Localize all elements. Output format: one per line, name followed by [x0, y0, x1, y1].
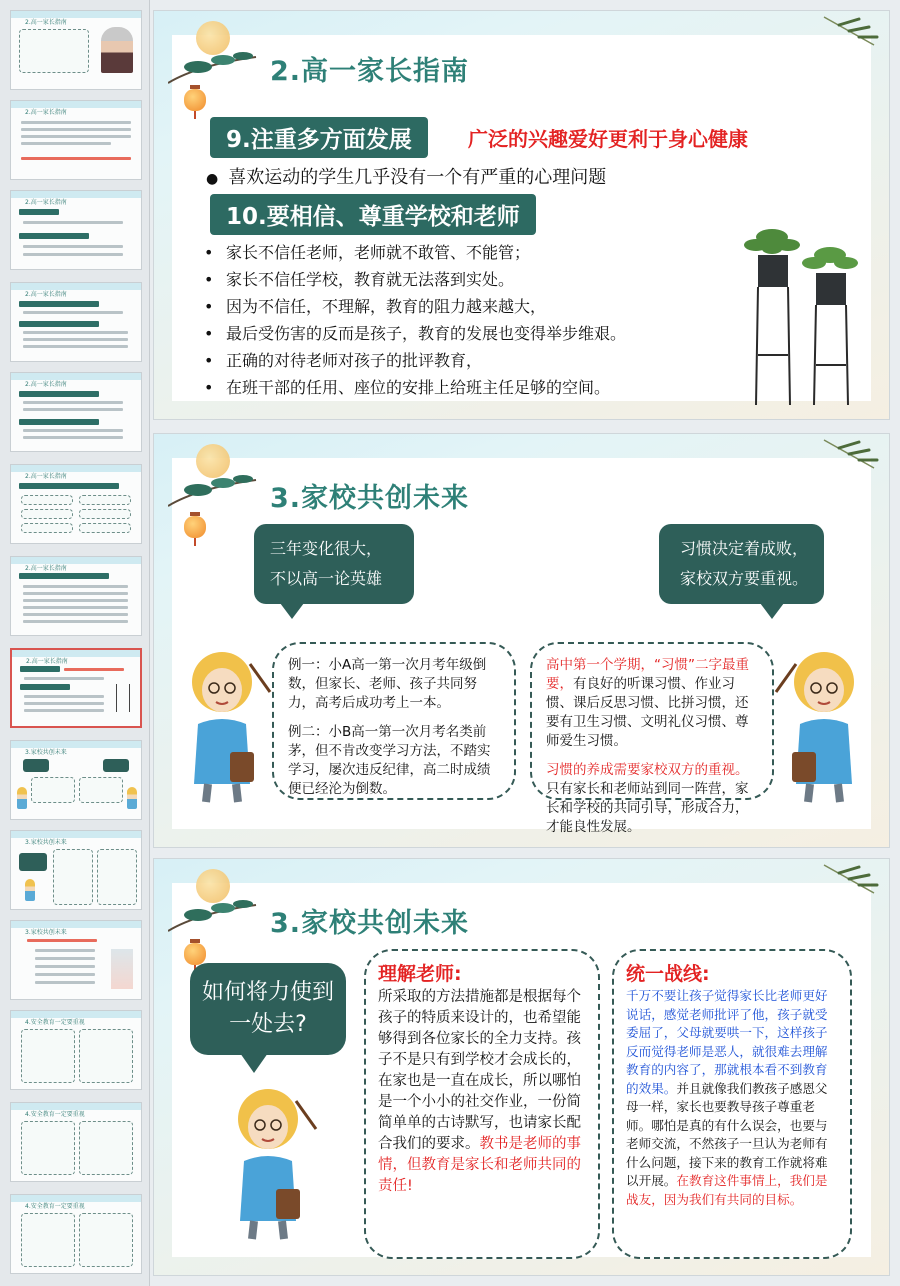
- thumbnail-title: 2.高一家长指南: [25, 199, 67, 206]
- slide-thumbnail-10[interactable]: [10, 830, 142, 910]
- thumbnail-title: 2.高一家长指南: [25, 473, 67, 480]
- question-bubble: 如何将力使到一处去?: [190, 963, 346, 1055]
- slide-thumbnail-3[interactable]: [10, 190, 142, 270]
- thumbnail-title: 3.家校共创未来: [25, 929, 67, 936]
- plant-stand-icon: [742, 215, 866, 411]
- slide-home-school-habits: [153, 433, 890, 848]
- unified-front-warning: 千万不要让孩子觉得家长比老师更好说话，感觉老师批评了他，孩子就受委屈了，父母就要哄一下，这样孩子反而觉得老师是恶人，就很难去理解教育的内容了，那就根本看不到教育的效果。: [626, 988, 828, 1096]
- example-two: 例二：小B高一第一次月考名类前茅，但不肯改变学习方法，不踏实学习，屡次违反纪律，高二时成绩便已经沦为倒数。: [288, 724, 491, 797]
- thumbnail-title: 4.安全教育一定要重视: [25, 1111, 85, 1118]
- thumbnail-title: 3.家校共创未来: [25, 839, 67, 846]
- pine-branch-icon: [168, 893, 258, 933]
- bamboo-icon: [819, 863, 879, 903]
- slide-thumbnail-7[interactable]: [10, 556, 142, 636]
- slide-title: 2.高一家长指南: [270, 56, 470, 87]
- slide-thumbnail-12[interactable]: [10, 1010, 142, 1090]
- section-heading-10: 10.要相信、尊重学校和老师: [210, 194, 536, 235]
- slide-thumbnail-6[interactable]: [10, 464, 142, 544]
- slide-thumbnail-14[interactable]: [10, 1194, 142, 1274]
- habit-emphasis: 高中第一个学期，“习惯”二字最重要，: [546, 657, 749, 692]
- slide-thumbnail-13[interactable]: [10, 1102, 142, 1182]
- unified-front-box: [612, 949, 852, 1259]
- thumbnail-title: 2.高一家长指南: [25, 19, 67, 26]
- thumbnail-title: 2.高一家长指南: [25, 291, 67, 298]
- trust-bullet-list: [204, 239, 626, 401]
- bullet-item: • 因为不信任，不理解，教育的阻力越来越大，: [204, 293, 626, 320]
- bullet-item: • 正确的对待老师对孩子的批评教育，: [204, 347, 626, 374]
- speech-bubble-right: [659, 524, 824, 604]
- slide-thumbnail-8-selected[interactable]: [10, 648, 142, 728]
- key-point: ● 喜欢运动的学生几乎没有一个有严重的心理问题: [206, 163, 606, 189]
- cooperation-text: 只有家长和老师站到同一阵营，家长和学校的共同引导，形成合力，才能良性发展。: [546, 781, 749, 835]
- teacher-figure-icon: [774, 644, 874, 804]
- example-box-left: [272, 642, 516, 800]
- bullet-item: • 最后受伤害的反而是孩子，教育的发展也变得举步维艰。: [204, 320, 626, 347]
- speech-bubble-left: [254, 524, 414, 604]
- habits-box-right: [530, 642, 774, 835]
- slide-thumbnail-9[interactable]: [10, 740, 142, 820]
- bamboo-icon: [819, 438, 879, 478]
- bubble-line: 三年变化很大，: [270, 539, 383, 558]
- habit-list-text: 有良好的听课习惯、作业习惯、课后反思习惯、比拼习惯，还要有卫生习惯、文明礼仪习惯、尊师爱生习惯。: [546, 676, 749, 749]
- slide-thumbnail-4[interactable]: [10, 282, 142, 362]
- slide-thumbnail-11[interactable]: [10, 920, 142, 1000]
- slide-thumbnail-rail: [0, 0, 150, 1286]
- slide-thumbnail-2[interactable]: [10, 100, 142, 180]
- shared-responsibility-text: 教书是老师的事情，但教育是家长和老师共同的责任!: [378, 1136, 581, 1194]
- common-goal-text: 在教育这件事情上，我们是战友，因为我们有共同的目标。: [626, 1173, 828, 1207]
- section-heading-9: 9.注重多方面发展: [210, 117, 428, 158]
- understand-teacher-heading: 理解老师:: [378, 963, 462, 985]
- unified-front-heading: 统一战线:: [626, 963, 710, 985]
- understand-teacher-text: 所采取的方法措施都是根据每个孩子的特质来设计的，也希望能够得到各位家长的全力支持。孩子不是只有到学校才会成长的，在家也是一直在成长，所以哪怕是一个小小的社交作业，一份简简单单的古诗默写，也请家长配合我们的要求。: [378, 989, 581, 1152]
- thumbnail-title: 2.高一家长指南: [25, 381, 67, 388]
- pine-branch-icon: [168, 45, 258, 85]
- teacher-figure-icon: [218, 1081, 318, 1241]
- bamboo-icon: [819, 15, 879, 55]
- thumbnail-title: 2.高一家长指南: [25, 565, 67, 572]
- thumbnail-title: 2.高一家长指南: [26, 658, 68, 665]
- thumbnail-title: 2.高一家长指南: [25, 109, 67, 116]
- pine-branch-icon: [168, 468, 258, 508]
- slide-thumbnail-1[interactable]: [10, 10, 142, 90]
- bullet-item: • 家长不信任学校，教育就无法落到实处。: [204, 266, 626, 293]
- slide-thumbnail-5[interactable]: [10, 372, 142, 452]
- thumbnail-title: 3.家校共创未来: [25, 749, 67, 756]
- bubble-line: 不以高一论英雄: [270, 569, 383, 588]
- bullet-item: • 在班干部的任用、座位的安排上给班主任足够的空间。: [204, 374, 626, 401]
- slide-title: 3.家校共创未来: [270, 908, 470, 939]
- lantern-icon: [184, 85, 206, 119]
- habit-emphasis-2: 习惯的养成需要家校双方的重视。: [546, 762, 749, 778]
- understand-teacher-box: [364, 949, 600, 1259]
- bullet-item: • 家长不信任老师，老师就不敢管、不能管；: [204, 239, 626, 266]
- lantern-icon: [184, 512, 206, 546]
- thumbnail-title: 4.安全教育一定要重视: [25, 1019, 85, 1026]
- red-highlight-heading: 广泛的兴趣爱好更利于身心健康: [468, 127, 748, 151]
- thumbnail-title: 4.安全教育一定要重视: [25, 1203, 85, 1210]
- unified-front-text: 并且就像我们教孩子感恩父母一样，家长也要教导孩子尊重老师。哪怕是真的有什么误会，也要与老师交流，不然孩子一旦认为老师有什么问题，接下来的教育工作就将难以开展。: [626, 1080, 828, 1188]
- example-one: 例一：小A高一第一次月考年级倒数，但家长、老师、孩子共同努力，高考后成功考上一本。: [288, 657, 487, 711]
- bubble-line: 习惯决定着成败，: [679, 539, 808, 558]
- slide-parent-guide: [153, 10, 890, 420]
- slide-title: 3.家校共创未来: [270, 483, 470, 514]
- teacher-figure-icon: [172, 644, 272, 804]
- bubble-line: 家校双方要重视。: [679, 569, 808, 588]
- slide-unified-front: [153, 858, 890, 1276]
